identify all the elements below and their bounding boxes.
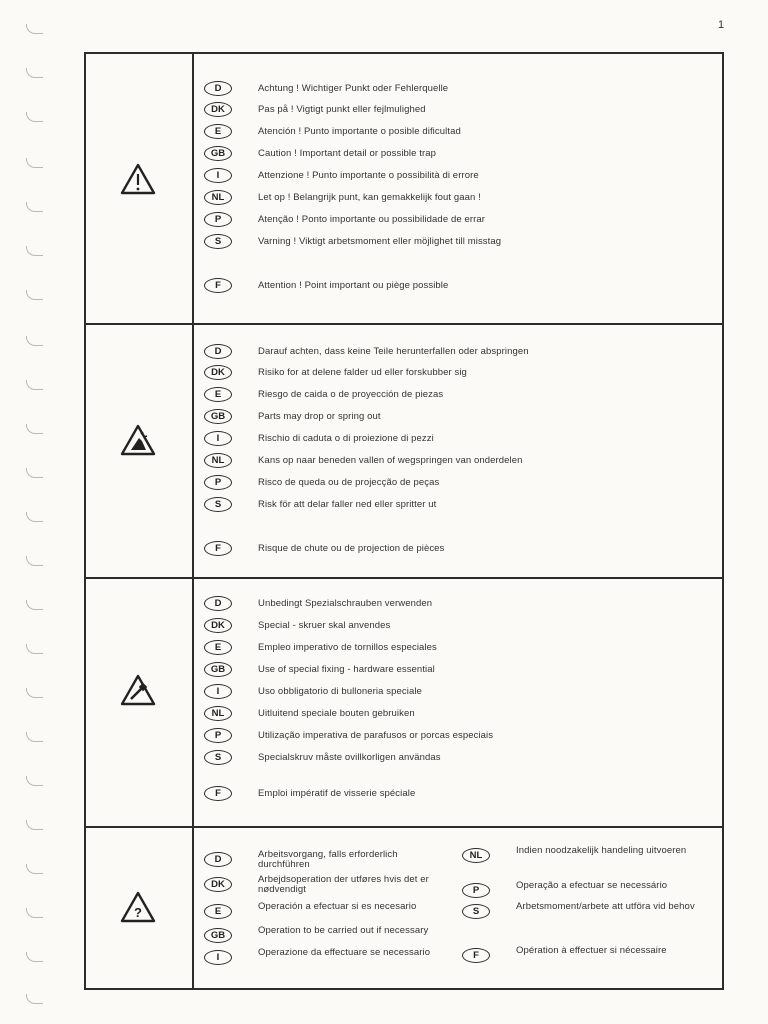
row-text: Attenzione ! Punto importante o possibilità di errore <box>258 170 479 181</box>
list-item <box>204 948 474 965</box>
row-text: Varning ! Viktigt arbetsmoment eller möjlighet till misstag <box>258 236 502 247</box>
lang-badge: GB <box>204 662 232 677</box>
lang-badge: DK <box>204 618 232 633</box>
lang-badge: S <box>204 750 232 765</box>
symbol-cell <box>86 828 194 988</box>
row-text: Uitluitend speciale bouten gebruiken <box>258 708 415 719</box>
list-item <box>204 146 436 161</box>
binder-holes <box>0 0 50 1024</box>
list-item <box>462 881 712 898</box>
list-item <box>204 234 501 249</box>
list-item <box>204 344 529 359</box>
lang-badge: NL <box>204 453 232 468</box>
lang-badge: E <box>204 904 232 919</box>
row-text: Let op ! Belangrijk punt, kan gemakkelijk fout gaan ! <box>258 192 481 203</box>
list-item <box>204 278 448 293</box>
row-text: Opération à effectuer si nécessaire <box>516 945 667 956</box>
section-falling-parts <box>86 325 722 579</box>
lang-badge: D <box>204 81 232 96</box>
lang-badge: E <box>204 124 232 139</box>
lang-badge: DK <box>204 102 232 117</box>
list-item <box>204 902 474 919</box>
symbol-legend-table <box>84 52 724 990</box>
list-item <box>204 431 434 446</box>
list-item <box>204 596 432 611</box>
lang-badge: I <box>204 168 232 183</box>
symbol-cell <box>86 54 194 323</box>
row-text: Operação a efectuar se necessário <box>516 880 668 891</box>
row-text: Arbetsmoment/arbete att utföra vid behov <box>516 901 695 912</box>
list-item <box>462 946 712 963</box>
lang-badge: S <box>204 234 232 249</box>
lang-badge: NL <box>204 190 232 205</box>
row-text: Operación a efectuar si es necesario <box>258 901 417 912</box>
lang-badge: D <box>204 344 232 359</box>
list-item <box>462 846 712 863</box>
list-item <box>204 387 443 402</box>
list-item <box>204 728 493 743</box>
falling-parts-warning-icon <box>119 423 157 457</box>
row-text: Kans op naar beneden vallen of wegspringen van onderdelen <box>258 455 523 466</box>
row-text: Operazione da effectuare se necessario <box>258 947 431 958</box>
row-text: Empleo imperativo de tornillos especiales <box>258 642 437 653</box>
list-item <box>204 124 461 139</box>
lang-badge: I <box>204 684 232 699</box>
lang-badge: S <box>462 904 490 919</box>
lang-badge: DK <box>204 365 232 380</box>
lang-badge: GB <box>204 409 232 424</box>
row-text: Darauf achten, dass keine Teile herunterfallen oder abspringen <box>258 346 529 357</box>
list-item <box>204 102 426 117</box>
list-item <box>204 786 415 801</box>
special-fastener-warning-icon <box>119 673 157 707</box>
row-text: Unbedingt Spezialschrauben verwenden <box>258 598 433 609</box>
list-item <box>204 926 474 943</box>
row-text: Rischio di caduta o di proiezione di pezzi <box>258 433 434 444</box>
list-item <box>204 168 479 183</box>
row-text: Arbeitsvorgang, falls erforderlich durchführen <box>258 849 398 870</box>
row-text: Risk för att delar faller ned eller spritter ut <box>258 499 437 510</box>
row-text: Risco de queda ou de projecção de peças <box>258 477 440 488</box>
row-text: Utilização imperativa de parafusos or porcas especiais <box>258 730 494 741</box>
row-text: Operation to be carried out if necessary <box>258 925 429 936</box>
row-text: Specialskruv måste ovillkorligen användas <box>258 752 441 763</box>
lang-badge: E <box>204 387 232 402</box>
list-item <box>462 902 712 919</box>
lang-badge: D <box>204 852 232 867</box>
lang-badge: S <box>204 497 232 512</box>
list-item <box>204 190 481 205</box>
lang-badge: P <box>204 475 232 490</box>
section-caution <box>86 54 722 325</box>
lang-badge: NL <box>204 706 232 721</box>
lang-badge: P <box>204 212 232 227</box>
row-text: Atenção ! Ponto importante ou possibilidade de errar <box>258 214 486 225</box>
question-triangle-icon <box>119 890 157 924</box>
row-text: Pas på ! Vigtigt punkt eller fejlmulighed <box>258 104 426 115</box>
lang-badge: F <box>462 948 490 963</box>
row-text: Uso obbligatorio di bulloneria speciale <box>258 686 422 697</box>
row-text: Caution ! Important detail or possible trap <box>258 148 437 159</box>
symbol-cell <box>86 579 194 826</box>
list-item <box>204 662 435 677</box>
row-text: Emploi impératif de visserie spéciale <box>258 788 416 799</box>
list-item <box>204 212 485 227</box>
list-item <box>204 640 437 655</box>
row-text: Arbejdsoperation der utføres hvis det er nødvendigt <box>258 874 429 895</box>
row-text: Parts may drop or spring out <box>258 411 381 422</box>
lang-badge: I <box>204 431 232 446</box>
lang-badge: E <box>204 640 232 655</box>
row-text: Indien noodzakelijk handeling uitvoeren <box>516 845 687 856</box>
list-item <box>204 453 523 468</box>
row-text: Attention ! Point important ou piège possible <box>258 280 449 291</box>
list-item <box>204 875 474 895</box>
warning-triangle-icon <box>119 162 157 196</box>
lang-badge: P <box>462 883 490 898</box>
list-item <box>204 618 390 633</box>
row-text: Risque de chute ou de projection de pièces <box>258 543 445 554</box>
row-text: Special - skruer skal anvendes <box>258 620 391 631</box>
row-text: Riesgo de caida o de proyección de piezas <box>258 389 444 400</box>
list-item <box>204 409 381 424</box>
list-item <box>204 684 422 699</box>
lang-badge: P <box>204 728 232 743</box>
list-item <box>204 475 439 490</box>
list-item <box>204 81 448 96</box>
row-text: Achtung ! Wichtiger Punkt oder Fehlerquelle <box>258 83 449 94</box>
lang-badge: GB <box>204 928 232 943</box>
list-item <box>204 706 415 721</box>
symbol-cell <box>86 325 194 577</box>
list-item <box>204 750 441 765</box>
list-item <box>204 365 467 380</box>
section-special-fixing <box>86 579 722 828</box>
svg-text:?: ? <box>134 905 142 920</box>
row-text: Use of special fixing - hardware essential <box>258 664 435 675</box>
page-number: 1 <box>718 19 725 31</box>
list-item <box>204 497 436 512</box>
lang-badge: F <box>204 541 232 556</box>
lang-badge: F <box>204 278 232 293</box>
section-if-necessary <box>86 828 722 988</box>
lang-badge: DK <box>204 877 232 892</box>
list-item <box>204 850 474 870</box>
lang-badge: NL <box>462 848 490 863</box>
lang-badge: F <box>204 786 232 801</box>
row-text: Atención ! Punto importante o posible dificultad <box>258 126 461 137</box>
lang-badge: D <box>204 596 232 611</box>
lang-badge: GB <box>204 146 232 161</box>
row-text: Risiko for at delene falder ud eller forskubber sig <box>258 367 467 378</box>
lang-badge: I <box>204 950 232 965</box>
list-item <box>204 541 444 556</box>
